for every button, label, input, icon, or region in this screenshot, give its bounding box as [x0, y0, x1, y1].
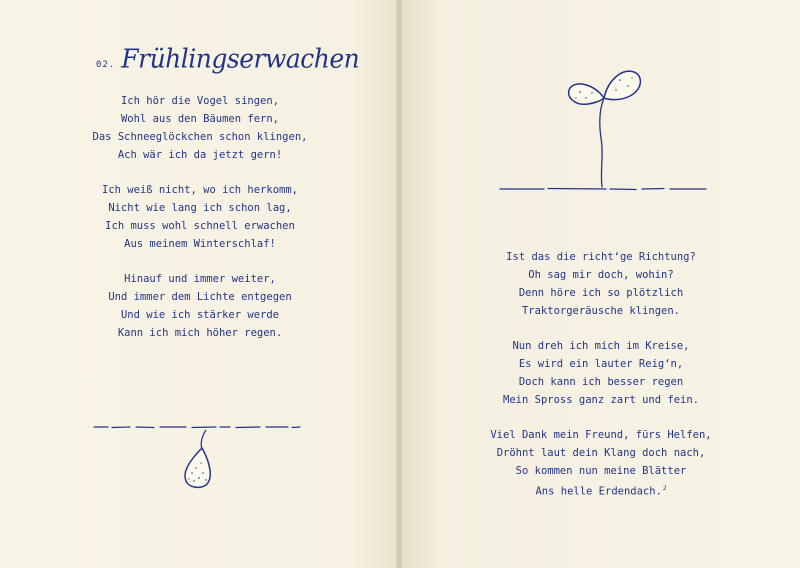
chapter-heading — [96, 44, 359, 73]
seedling-icon — [496, 62, 716, 197]
poem-line: Hinauf und immer weiter, — [124, 273, 276, 285]
poem-line: Und immer dem Lichte entgegen — [108, 291, 292, 303]
poem-line: Doch kann ich besser regen — [518, 376, 684, 388]
poem-line: Nicht wie lang ich schon lag, — [108, 202, 292, 214]
stanza — [40, 270, 360, 342]
poem-line: Ich weiß nicht, wo ich herkomm, — [102, 184, 298, 196]
poem-line: Viel Dank mein Freund, fürs Helfen, — [490, 429, 712, 441]
poem-line: So kommen nun meine Blätter — [515, 465, 687, 477]
stanza — [402, 426, 800, 501]
stanza — [40, 92, 360, 164]
poem-line: Es wird ein lauter Reig‘n, — [518, 358, 684, 370]
poem-line-text: Ans helle Erdendach. — [535, 485, 662, 498]
footnote-mark: 2 — [662, 485, 667, 492]
stanza — [402, 248, 800, 320]
stanza — [40, 181, 360, 253]
poem-line: Das Schneeglöckchen schon klingen, — [92, 131, 308, 143]
chapter-title: Frühlingserwachen — [121, 43, 360, 74]
poem-line: Traktorgeräusche klingen. — [521, 305, 681, 317]
poem-line: Ich muss wohl schnell erwachen — [105, 220, 295, 232]
poem-line: Kann ich mich höher regen. — [117, 327, 283, 339]
poem-line: Nun dreh ich mich im Kreise, — [512, 340, 690, 352]
poem-line: Ist das die richt‘ge Richtung? — [506, 251, 696, 263]
poem-line: Und wie ich stärker werde — [120, 309, 280, 321]
poem-left — [40, 92, 360, 359]
seed-sprouting-icon — [90, 418, 310, 493]
poem-right — [402, 248, 800, 518]
poem-line: Mein Spross ganz zart und fein. — [503, 394, 699, 406]
poem-line: Ach wär ich da jetzt gern! — [117, 149, 283, 161]
poem-line: Ich hör die Vogel singen, — [120, 95, 280, 107]
chapter-number: 02. — [96, 60, 116, 70]
poem-line: Aus meinem Winterschlaf! — [124, 238, 276, 250]
stanza — [402, 337, 800, 409]
poem-line: Oh sag mir doch, wohin? — [528, 269, 674, 281]
poem-line — [402, 480, 800, 501]
poem-line: Dröhnt laut dein Klang doch nach, — [496, 447, 706, 459]
poem-line: Denn höre ich so plötzlich — [518, 287, 684, 299]
poem-line: Wohl aus den Bäumen fern, — [120, 113, 280, 125]
